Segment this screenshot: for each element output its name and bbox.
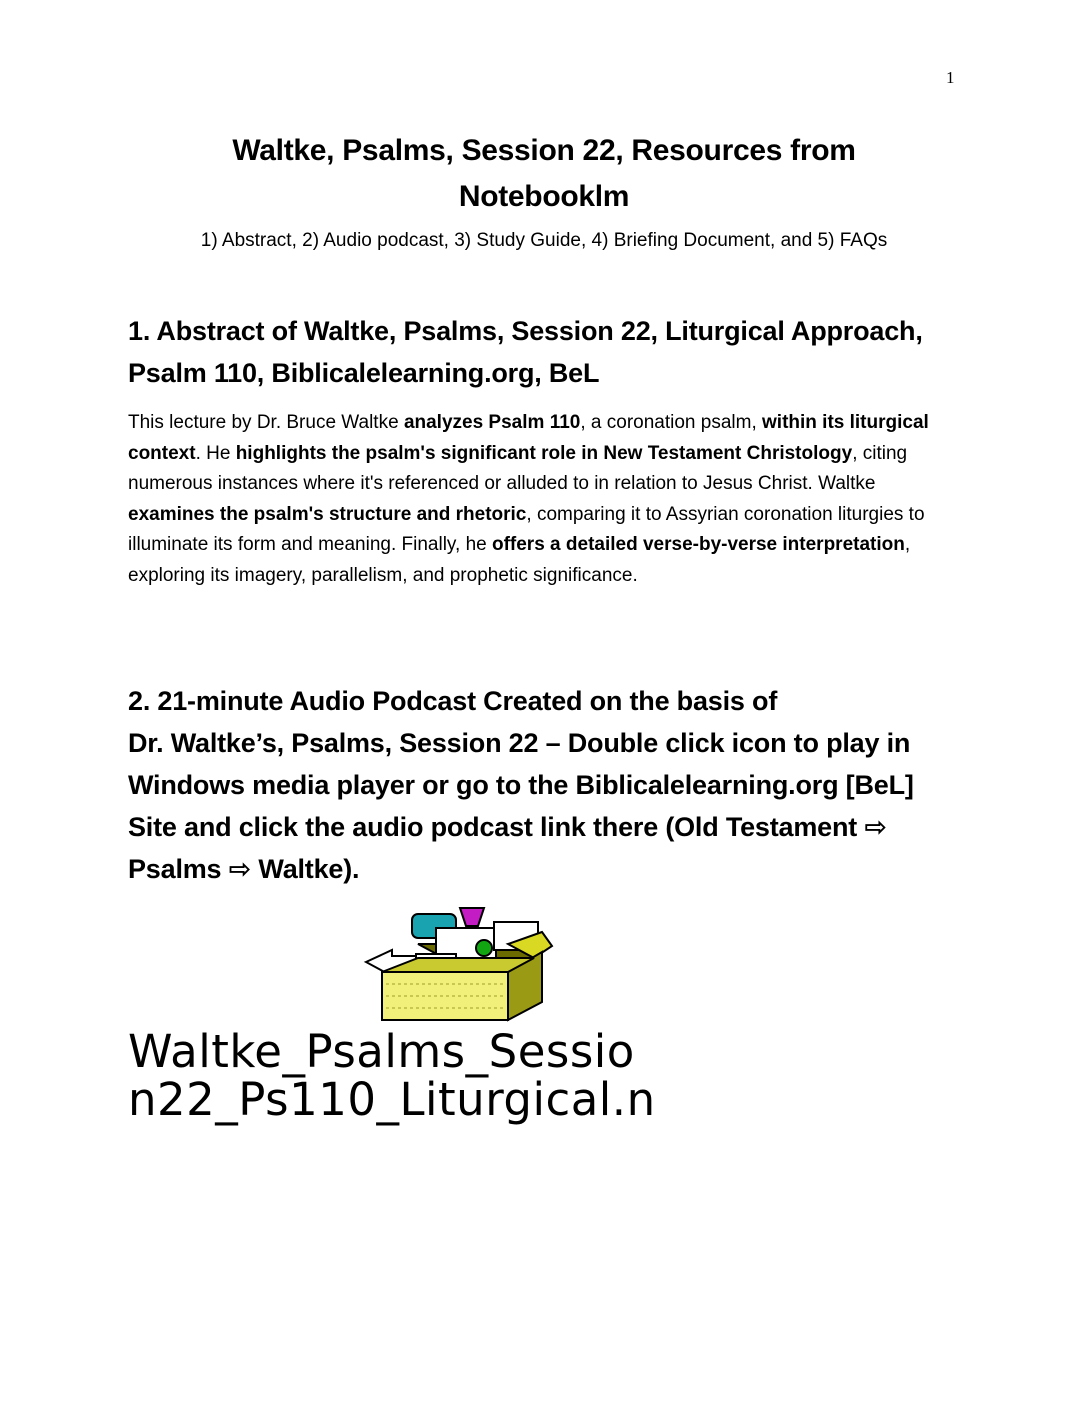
document-title-line-1: Waltke, Psalms, Session 22, Resources from — [232, 134, 856, 167]
section-podcast-heading-line-5 — [128, 848, 960, 890]
section-abstract-heading-line-2: Psalm 110, Biblicalelearning.org, BeL — [128, 358, 600, 388]
podcast-heading-text: Site and click the audio podcast link there (Old Testament — [128, 812, 865, 842]
section-podcast-heading-line-2: Dr. Waltke’s, Psalms, Session 22 – Double click icon to play in — [128, 728, 911, 758]
right-arrow-icon: ⇨ — [864, 812, 887, 842]
abstract-emphasis: examines the psalm's structure and rhetoric — [128, 503, 527, 525]
document-title-line-2: Notebooklm — [458, 180, 630, 213]
section-abstract-heading — [128, 310, 960, 394]
abstract-text: , a coronation psalm, — [580, 412, 763, 433]
page-number: 1 — [946, 68, 955, 87]
abstract-text: . He — [195, 442, 236, 464]
abstract-paragraph — [128, 408, 960, 591]
abstract-text: , exploring its imagery, parallelism, and prophetic significance. — [128, 534, 911, 586]
abstract-text: , citing numerous instances where it's referenced or alluded to in relation to Jesus Christ. Waltke — [128, 442, 908, 494]
section-abstract-heading-line-1: 1. Abstract of Waltke, Psalms, Session 22, Liturgical Approach, — [128, 316, 923, 346]
attachment-filename[interactable] — [128, 1025, 656, 1126]
abstract-emphasis: offers a detailed verse-by-verse interpretation — [491, 534, 905, 555]
document-title — [128, 128, 960, 220]
abstract-emphasis: within its liturgical context — [128, 412, 929, 464]
section-podcast-heading-line-4 — [128, 806, 960, 848]
document-subtitle: 1) Abstract, 2) Audio podcast, 3) Study Guide, 4) Briefing Document, and 5) FAQs — [200, 230, 888, 251]
abstract-text: , comparing it to Assyrian coronation liturgies to illuminate its form and meaning. Finally, he — [128, 503, 925, 555]
section-podcast-heading-line-3: Windows media player or go to the Biblicalelearning.org [BeL] — [128, 770, 914, 800]
section-podcast-heading — [128, 680, 960, 890]
section-abstract — [128, 310, 960, 591]
package-icon[interactable] — [358, 902, 568, 1026]
attachment-filename-line-1: Waltke_Psalms_Sessio — [128, 1025, 635, 1078]
abstract-text: This lecture by Dr. Bruce Waltke — [128, 412, 404, 433]
section-podcast — [128, 680, 960, 890]
section-podcast-heading-line-1: 2. 21-minute Audio Podcast Created on the basis of — [128, 686, 778, 716]
abstract-emphasis: analyzes Psalm 110 — [403, 412, 581, 433]
title-block — [128, 128, 960, 254]
right-arrow-icon: ⇨ — [228, 854, 252, 884]
podcast-heading-text: Waltke). — [251, 854, 360, 884]
abstract-emphasis: highlights the psalm's significant role in New Testament Christology — [235, 442, 853, 464]
podcast-heading-text: Psalms — [128, 854, 229, 884]
attachment-filename-line-2: n22_Ps110_Liturgical.n — [128, 1073, 656, 1126]
